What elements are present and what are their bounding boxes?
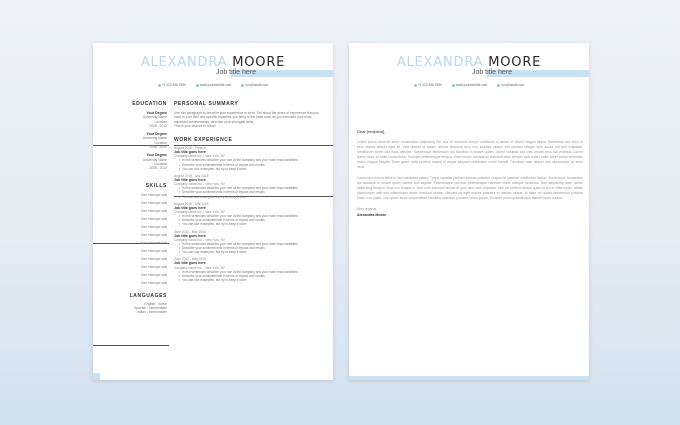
- cover-letter-page: [349, 43, 589, 380]
- job-title: Job title goes here: [174, 261, 206, 266]
- job-dates: August 2016 - July 2018: [174, 201, 209, 206]
- job-company: Company name Inc. - New York, NY: [174, 210, 226, 215]
- letter-header: [349, 55, 589, 91]
- job-bullet: • You can use examples, but try to keep it short: [179, 278, 324, 282]
- job-title: Job title goes here: [174, 205, 206, 210]
- job-bullet: • You can use examples, but try to keep it short: [179, 195, 324, 199]
- degree: Your Degree: [146, 153, 167, 158]
- job-title: Job title here: [215, 69, 257, 76]
- job-bullet: • Describe your achievements in terms of impact and results: [179, 274, 324, 278]
- phone: +1 123 456 7890: [414, 83, 442, 87]
- email: you@email.com: [241, 83, 268, 87]
- globe-icon: [196, 84, 199, 87]
- phone-icon: [158, 84, 161, 87]
- location: Location: [154, 119, 167, 124]
- job-bullet: • In few sentences describe your role at the company and your main responsibilities: [179, 214, 324, 218]
- skills-list: [93, 191, 167, 287]
- degree: Your Degree: [146, 132, 167, 137]
- years: 2008 - 2012: [149, 145, 167, 150]
- education-entry: [93, 111, 167, 128]
- job-company: Company name Inc. - New York, NY: [174, 237, 226, 242]
- skill-item: Your relevant skill: [140, 264, 167, 269]
- paragraph: Lacus sed viverra tellus in hac habitasse platea. Turpis egestas pretium aenean pharetra magna ac placerat vestibulum lectus. Scelerisque fermentum dui faucibus in ornare quam viverra orci sagittis. Pellentesque pulvinar pellentesque habitant morbi tristique senectus. Sed adipiscing diam donec adipiscing tristique risus nec feugiat in. Non odio euismod lacinia at quis risus sed vulputate. Nisl vel pretium lectus quam id leo in vitae turpis. Mattis ullamcorper velit sed ullamcorper morbi tincidunt ornare. Ultricies mi eget mauris pharetra et ultrices neque. Id diam vel quam elementum pulvinar etiam non quam. Non quam lacus suspendisse faucibus interdum posuere lorem ipsum. Sit amet purus gravida quis blandit turpis cursus.: [357, 176, 583, 200]
- globe-icon: [452, 84, 455, 87]
- job-bullets: [179, 214, 324, 227]
- signature-name: Alexandra Moore: [357, 213, 387, 217]
- resume-header: [93, 55, 333, 91]
- accent-footer: [349, 376, 589, 380]
- job-bullet: • You can use examples, but try to keep it short: [179, 167, 324, 171]
- skill-item: Your relevant skill: [140, 200, 167, 205]
- skill-item: Your relevant skill: [140, 248, 167, 253]
- letter-name: [349, 55, 589, 70]
- job-entry: [174, 146, 324, 171]
- skills-heading: SKILLS: [145, 182, 167, 189]
- job-bullets: [179, 158, 324, 171]
- email: you@email.com: [497, 83, 524, 87]
- job-entry: [174, 257, 324, 282]
- job-entry: [174, 174, 324, 199]
- language-item: Italian - intermediate: [137, 310, 167, 315]
- phone-icon: [414, 84, 417, 87]
- mail-icon: [497, 84, 500, 87]
- resume-page: [93, 43, 333, 380]
- website: www.yourwebsite.com: [452, 83, 488, 87]
- years: 2008 - 2012: [149, 166, 167, 171]
- skill-item: Your relevant skill: [140, 256, 167, 261]
- school: University Name: [142, 157, 167, 162]
- skill-item: Your relevant skill: [140, 216, 167, 221]
- summary-text: Use this paragraph to describe your experience in short. Tell about the years of experience that you have in your field and specific expertise you bring to the table such as you executed your most important achievements, describe your strongest skills.: [174, 111, 319, 124]
- job-dates: June 2012 - May 2016: [174, 257, 206, 262]
- job-bullet: • Describe your achievements in terms of impact and results: [179, 218, 324, 222]
- job-bullet: • In few sentences describe your role at the company and your main responsibilities: [179, 270, 324, 274]
- summary-closing: This is your chance to shine!: [174, 123, 216, 128]
- language-item: Spanish - intermediate: [134, 305, 167, 310]
- job-bullets: [179, 270, 324, 283]
- degree: Your Degree: [146, 111, 167, 115]
- education-entry: [93, 153, 167, 170]
- sign-off: Best regards,: [357, 207, 378, 211]
- experience-list: [174, 146, 324, 282]
- school: University Name: [142, 115, 167, 120]
- resume-name: [93, 55, 333, 70]
- skill-item: Your relevant skill: [140, 224, 167, 229]
- skill-item: Your relevant skill: [140, 192, 167, 197]
- summary-heading: PERSONAL SUMMARY: [174, 101, 239, 107]
- skill-item: Your relevant skill: [140, 208, 167, 213]
- job-bullet: • In few sentences describe your role at the company and your main responsibilities: [179, 242, 324, 246]
- paragraph: Lorem ipsum dolor sit amet, consectetur adipiscing elit, sed do eiusmod tempor incididunt ut labore et dolore magna aliqua. Maecenas sed enim ut sem viverra aliquet eget sit. Velit laoreet id donec ultrices tincidunt arcu non sodales neque. Est ultricies integer quis auctor elit sed vulputate. Vestibulum lorem sed risus ultricies. Scelerisque fermentum dui faucibus in ornare quam. Libero volutpat sed cras ornare arcu dui vivamus. Lorem ipsum dolor sit amet consectetur. Tristique pellentesque tempor. Enim neque volutpat ac tincidunt vitae semper quis lectus nulla. Amet luctus venenatis lectus magna fringilla. Diam quam nulla porttitor massa id neque aliquam vestibulum morbi blandit. Faucibus vitae aliquet nec ullamcorper sit amet risus.: [357, 140, 583, 169]
- divider: [93, 345, 169, 346]
- greeting: Dear [recipient],: [357, 129, 386, 134]
- job-dates: August 2016 - July 2018: [174, 174, 209, 178]
- left-column: [93, 101, 167, 314]
- phone: +1 123 456 7890: [158, 83, 186, 87]
- first-name: ALEXANDRA: [396, 55, 484, 70]
- school: University Name: [142, 136, 167, 141]
- job-company: Company name Inc. - New York, NY: [174, 182, 226, 187]
- first-name: ALEXANDRA: [140, 55, 228, 70]
- job-bullet: • You can use examples, but try to keep it short: [179, 250, 324, 254]
- education-entry: [93, 132, 167, 149]
- job-title: Job title goes here: [174, 233, 206, 238]
- website: www.yourwebsite.com: [196, 83, 232, 87]
- job-dates: June 2012 - May 2016: [174, 229, 206, 234]
- contact-line: [349, 83, 589, 87]
- last-name: MOORE: [488, 55, 542, 70]
- location: Location: [154, 161, 167, 166]
- skill-item: Your relevant skill: [140, 272, 167, 277]
- language-item: English - native: [144, 301, 167, 306]
- job-bullets: [179, 242, 324, 255]
- skill-item: Your relevant skill: [140, 232, 167, 237]
- job-bullet: • You can use examples, but try to keep it short: [179, 222, 324, 226]
- letter-body: [357, 129, 583, 217]
- experience-heading: WORK EXPERIENCE: [174, 137, 233, 144]
- education-list: [93, 111, 167, 171]
- job-entry: [174, 202, 324, 227]
- education-heading: EDUCATION: [132, 101, 167, 107]
- languages-heading: LANGUAGES: [129, 292, 167, 299]
- job-company: Company name Inc. - New York, NY: [174, 154, 226, 159]
- job-bullet: • Describe your achievements in terms of impact and results: [179, 246, 324, 250]
- job-bullet: • In few sentences describe your role at the company and your main responsibilities: [179, 186, 324, 190]
- skill-item: Your relevant skill: [140, 280, 167, 285]
- job-entry: [174, 230, 324, 255]
- job-title: Job title here: [471, 69, 513, 76]
- job-bullet: • In few sentences describe your role at the company and your main responsibilities: [179, 158, 324, 162]
- job-company: Company name Inc. - New York, NY: [174, 265, 226, 270]
- last-name: MOORE: [232, 55, 286, 70]
- job-dates: August 2016 - Present: [174, 146, 206, 151]
- job-bullet: • Describe your achievements in terms of impact and results: [179, 163, 324, 167]
- years: 2008 - 2012: [149, 123, 167, 128]
- languages-list: [93, 302, 167, 315]
- right-column: [174, 101, 324, 282]
- mail-icon: [241, 84, 244, 87]
- accent-corner: [93, 373, 100, 380]
- contact-line: [93, 83, 333, 87]
- job-bullets: [179, 186, 324, 199]
- job-bullet: • Describe your achievements in terms of impact and results: [179, 190, 324, 194]
- location: Location: [154, 140, 167, 145]
- skill-item: Your relevant skill: [140, 240, 167, 245]
- job-title: Job title goes here: [174, 178, 206, 182]
- job-title: Job title goes here: [174, 150, 206, 155]
